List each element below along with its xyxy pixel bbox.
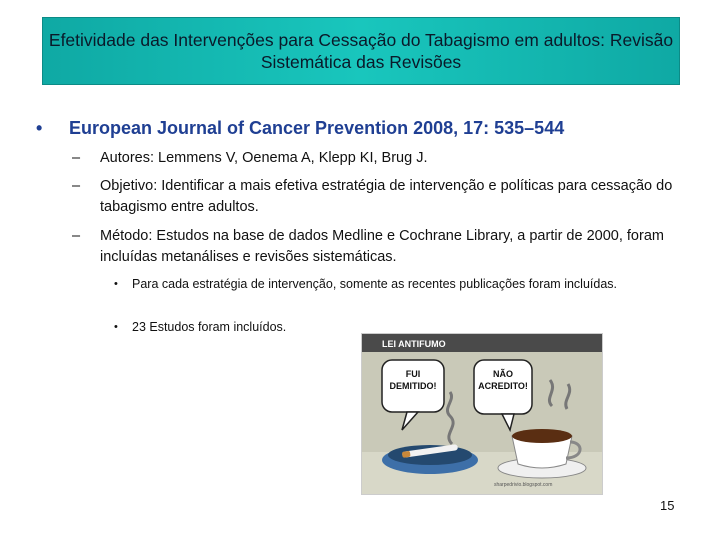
- page-number: 15: [660, 498, 675, 513]
- subsub-item-text: 23 Estudos foram incluídos.: [132, 320, 287, 334]
- bubble-left-text: FUI DEMITIDO!: [389, 369, 437, 391]
- title-banner: [42, 17, 680, 85]
- sub-item-text: Autores: Lemmens V, Oenema A, Klepp KI, Brug J.: [100, 150, 428, 166]
- bullet-symbol: •: [36, 118, 43, 138]
- sub-item-method: [72, 226, 682, 268]
- cartoon-banner: LEI ANTIFUMO: [382, 339, 446, 349]
- subsub-item-text: Para cada estratégia de intervenção, somente as recentes publicações foram incluídas.: [132, 277, 617, 291]
- cartoon-credit: sharpedrivio.blogspot.com: [494, 482, 553, 488]
- slide-title: Efetividade das Intervenções para Cessação do Tabagismo em adultos: Revisão Sistemática das Revisões: [48, 30, 674, 72]
- bullet-symbol: •: [114, 278, 118, 290]
- subsub-item-publications: [114, 275, 674, 293]
- sub-item-objective: [72, 176, 682, 218]
- bubble-right-text: NÃO ACREDITO!: [478, 369, 528, 391]
- bullet-symbol: •: [114, 321, 118, 333]
- dash-symbol: –: [72, 228, 81, 244]
- sub-item-authors: [72, 148, 682, 169]
- journal-reference: European Journal of Cancer Prevention 2008, 17: 535–544: [69, 118, 565, 138]
- sub-item-text: Método: Estudos na base de dados Medline e Cochrane Library, a partir de 2000, foram incluídas metanálises e revisões sistemáticas.: [100, 228, 664, 265]
- sub-item-text: Objetivo: Identificar a mais efetiva estratégia de intervenção e políticas para cessação do tabagismo entre adultos.: [100, 178, 673, 215]
- dash-symbol: –: [72, 150, 81, 166]
- dash-symbol: –: [72, 178, 81, 194]
- cartoon-image: [361, 333, 603, 495]
